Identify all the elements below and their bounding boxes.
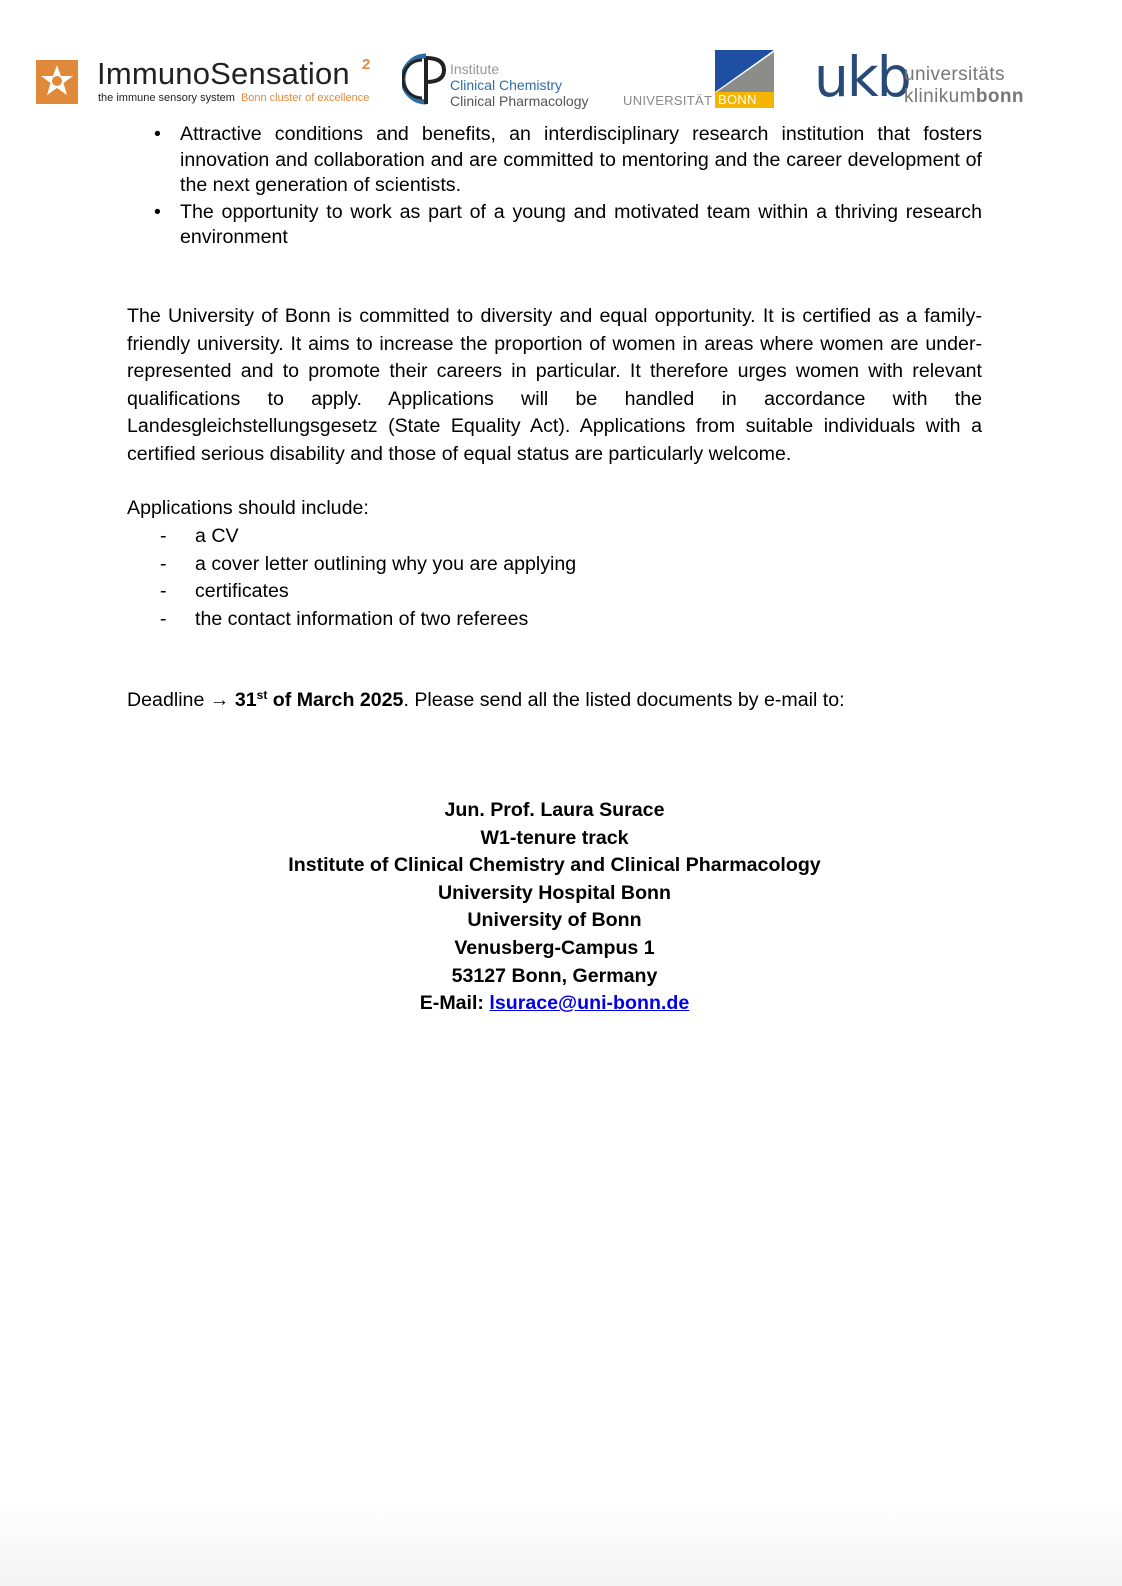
email-label: E-Mail:	[419, 992, 484, 1015]
diversity-statement: The University of Bonn is committed to diversity and equal opportunity. It is certified as a family-friendly university. It aims to increase the proportion of women in areas where women are under-represented and to promote their careers in particular. It therefore urges women with relevant qualifications to apply. Applications will be handled in accordance with the Landesgleichstellungsgesetz (State Equality Act). Applications from suitable individuals with a certified serious disability and those of equal status are particularly welcome.	[127, 305, 982, 465]
deadline-day: 31	[234, 689, 257, 711]
dash-icon: -	[160, 525, 167, 547]
deadline-line	[127, 687, 845, 715]
dash-icon: -	[160, 580, 167, 602]
document-text: a cover letter outlining why you are applying	[195, 552, 577, 575]
deadline-instruction: . Please send all the listed documents by e-mail to:	[403, 689, 845, 711]
immunosensation-superscript: 2	[362, 56, 371, 73]
document-item	[127, 578, 576, 606]
dash-icon: -	[160, 607, 167, 630]
ukb-line2-klinikum: klinikum	[904, 86, 976, 107]
university-bonn-emblem-icon	[715, 50, 774, 92]
ukb-line2	[904, 86, 1024, 108]
benefit-text: Attractive conditions and benefits, an interdisciplinary research institution that fosters innovation and collaboration and are committed to mentoring and the career development of the next generation of scientists.	[180, 123, 982, 196]
email-link[interactable]: lsurace@uni-bonn.de	[489, 992, 690, 1015]
immunosensation-tagline	[98, 92, 369, 104]
immunosensation-star-icon	[36, 60, 78, 104]
ukb-mark: ukb	[814, 45, 910, 109]
deadline-label: Deadline	[127, 689, 205, 711]
immunosensation-wordmark: ImmunoSensation	[97, 56, 350, 91]
immunosensation-tagline-text: the immune sensory system	[98, 92, 235, 104]
document-text: the contact information of two referees	[195, 607, 529, 630]
bullet-icon: •	[154, 123, 161, 145]
immunosensation-logo	[36, 56, 381, 112]
benefit-item	[150, 122, 982, 199]
contact-institute: Institute of Clinical Chemistry and Clinical Pharmacology	[288, 854, 821, 877]
document-item	[127, 551, 576, 579]
institute-logo-line1: Institute	[450, 61, 500, 77]
applications-intro: Applications should include:	[127, 497, 369, 519]
deadline-date	[235, 689, 404, 711]
ukb-line1: universitäts	[904, 64, 1005, 85]
deadline-day-suffix: st	[256, 688, 268, 702]
benefit-item	[150, 200, 982, 251]
contact-email-line	[127, 990, 982, 1018]
university-bonn-word-universitaet: UNIVERSITÄT	[623, 93, 713, 108]
document-item	[127, 606, 576, 634]
institute-cp-emblem-icon	[402, 50, 448, 108]
contact-street: Venusberg-Campus 1	[454, 936, 655, 959]
contact-position: W1-tenure track	[480, 826, 629, 849]
benefits-list	[150, 122, 982, 252]
university-bonn-word-bonn: BONN	[715, 92, 774, 108]
institute-logo	[402, 50, 602, 110]
ukb-line2-bonn: bonn	[975, 86, 1024, 107]
document-item	[127, 523, 576, 551]
contact-university: University of Bonn	[467, 909, 642, 932]
dash-icon: -	[160, 552, 167, 575]
bullet-icon: •	[154, 200, 161, 223]
document-text: certificates	[195, 580, 289, 602]
contact-hospital: University Hospital Bonn	[438, 881, 671, 904]
immunosensation-tagline-accent: Bonn cluster of excellence	[240, 92, 370, 104]
ukb-logo	[814, 45, 1034, 110]
application-documents-list	[127, 523, 576, 633]
document-text: a CV	[195, 525, 239, 547]
deadline-month-year: of March 2025	[272, 689, 404, 711]
arrow-right-icon: →	[209, 689, 230, 711]
contact-block	[127, 797, 982, 1018]
institute-logo-line2: Clinical Chemistry	[450, 77, 563, 93]
contact-city: 53127 Bonn, Germany	[451, 964, 658, 987]
university-bonn-logo	[622, 50, 776, 110]
contact-name: Jun. Prof. Laura Surace	[444, 799, 665, 821]
institute-logo-line3: Clinical Pharmacology	[450, 93, 589, 109]
benefit-text: The opportunity to work as part of a young and motivated team within a thriving research environment	[180, 200, 982, 248]
